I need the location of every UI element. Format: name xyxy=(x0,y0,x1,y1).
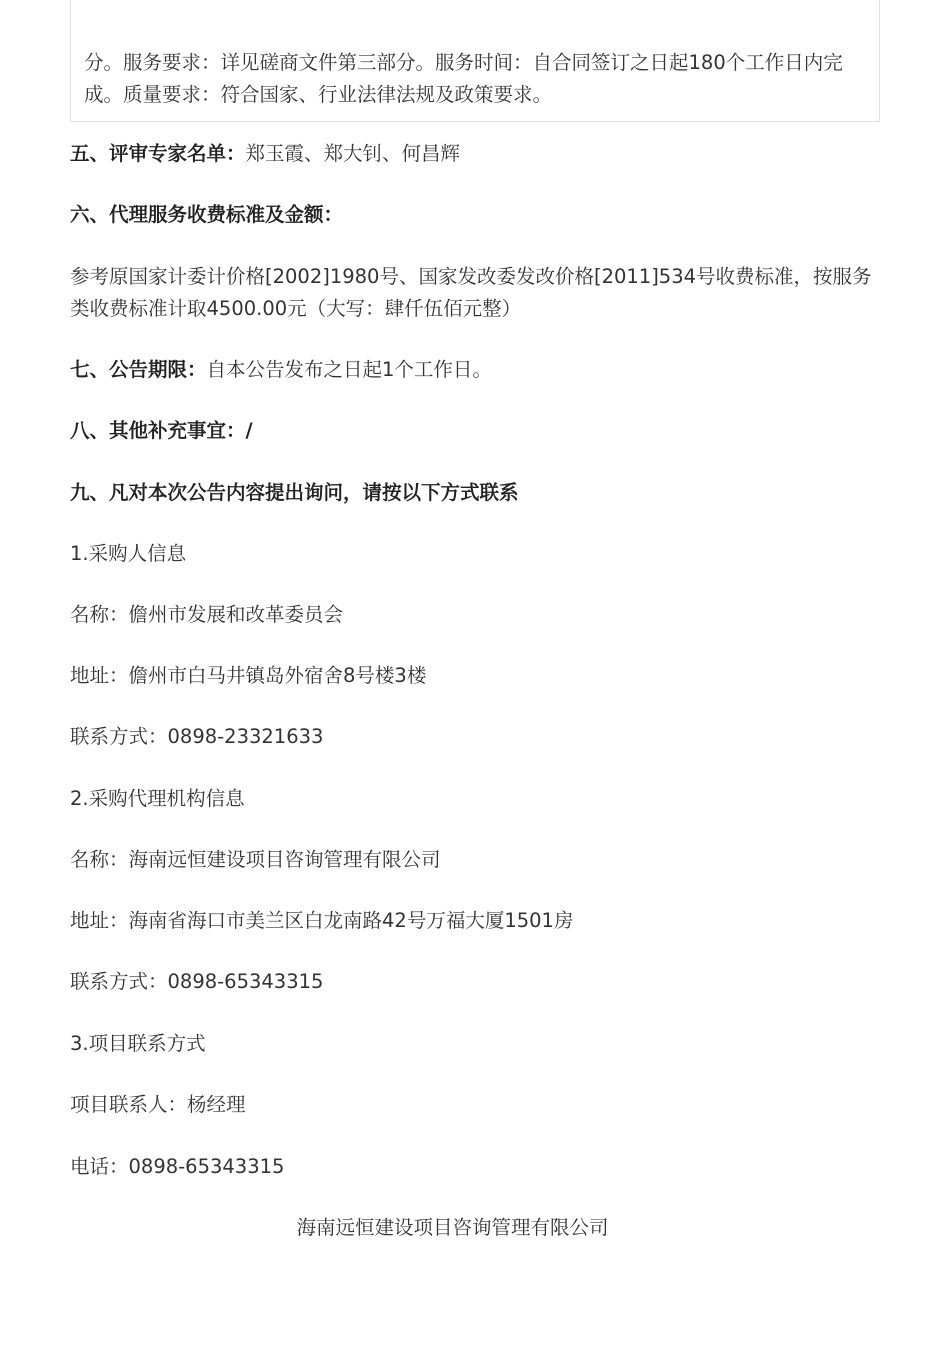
project-title: 3.项目联系方式 xyxy=(70,1032,206,1055)
notice-period-heading: 七、公告期限： xyxy=(70,358,207,381)
agency-address: 地址：海南省海口市美兰区白龙南路42号万福大厦1501房 xyxy=(70,909,574,932)
agency-contact: 联系方式：0898-65343315 xyxy=(70,970,324,993)
fee-heading: 六、代理服务收费标准及金额： xyxy=(70,203,344,226)
expert-list-value: 郑玉霞、郑大钊、何昌辉 xyxy=(245,142,461,165)
project-phone: 电话：0898-65343315 xyxy=(70,1155,285,1178)
contact-heading: 九、凡对本次公告内容提出询问，请按以下方式联系 xyxy=(70,481,519,504)
agency-title: 2.采购代理机构信息 xyxy=(70,787,245,810)
purchaser-address: 地址：儋州市白马井镇岛外宿舍8号楼3楼 xyxy=(70,664,427,687)
purchaser-contact: 联系方式：0898-23321633 xyxy=(70,725,324,748)
purchaser-title: 1.采购人信息 xyxy=(70,542,187,565)
expert-list-heading: 五、评审专家名单： xyxy=(70,142,246,165)
purchaser-name: 名称：儋州市发展和改革委员会 xyxy=(70,603,344,626)
signature-company: 海南远恒建设项目咨询管理有限公司 xyxy=(296,1216,609,1239)
fee-body: 参考原国家计委计价格[2002]1980号、国家发改委发改价格[2011]534号收费标准，按服务类收费标准计取4500.00元（大写：肆仟伍佰元整） xyxy=(70,265,872,320)
requirements-text: 分。服务要求：详见磋商文件第三部分。服务时间：自合同签订之日起180个工作日内完成。质量要求：符合国家、行业法律法规及政策要求。 xyxy=(84,51,843,106)
other-matters-heading: 八、其他补充事宜：/ xyxy=(70,419,253,442)
project-contact-person: 项目联系人：杨经理 xyxy=(70,1093,246,1116)
notice-period-value: 自本公告发布之日起1个工作日。 xyxy=(206,358,492,381)
agency-name: 名称：海南远恒建设项目咨询管理有限公司 xyxy=(70,848,441,871)
section-notice-period xyxy=(70,355,492,385)
section-expert-list xyxy=(70,139,460,169)
